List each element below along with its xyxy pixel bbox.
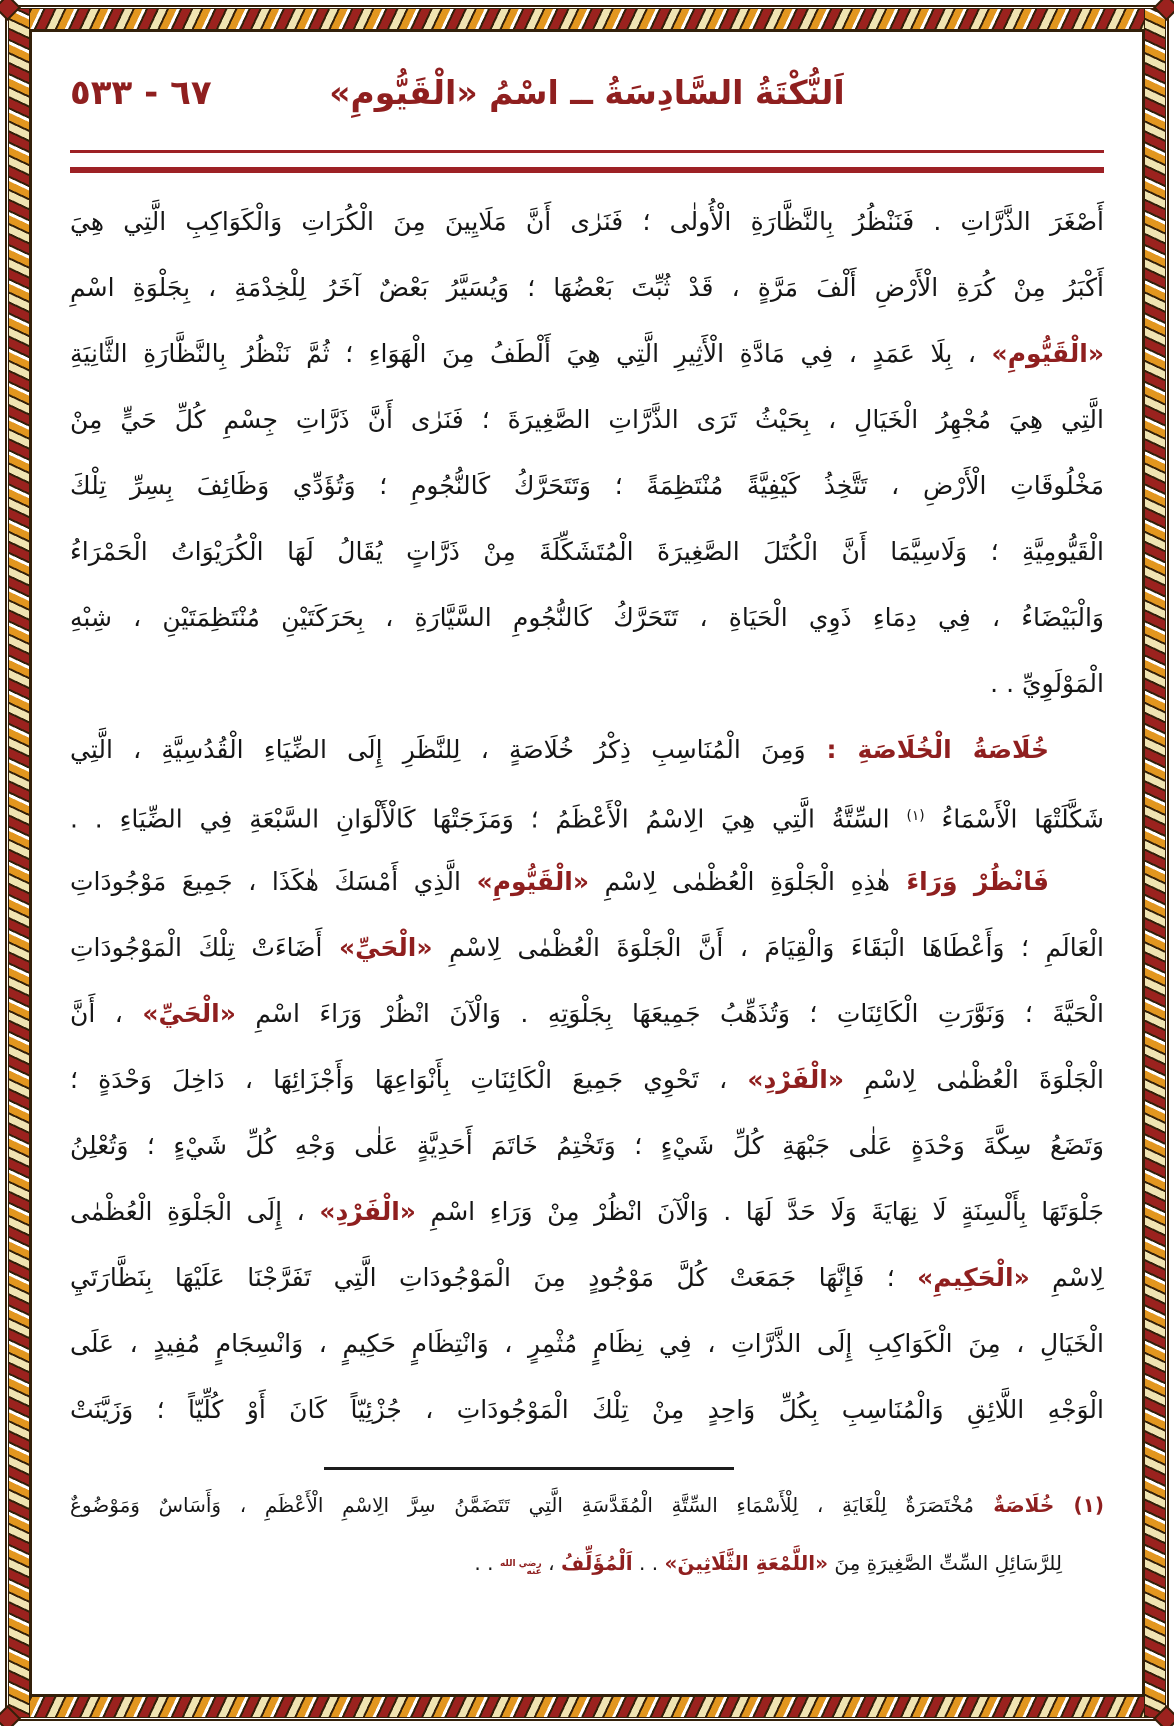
text-line [70, 981, 1104, 1047]
highlighted-name: اَلْمُؤَلِّفُ [561, 1551, 633, 1575]
text-run: . . [632, 1551, 665, 1575]
text-line [70, 849, 1104, 915]
highlighted-name: (١) خُلَاصَةٌ [973, 1493, 1104, 1517]
page-title: اَلنُّكْتَةُ السَّادِسَةُ ــ اسْمُ «الْقَيُّومِ» [329, 73, 845, 112]
page-body [70, 189, 1104, 1443]
highlighted-name: «اللَّمْعَةِ الثَّلَاثِينَ» [664, 1551, 828, 1575]
text-run: وَتَضَعُ سِكَّةَ وَحْدَةٍ عَلٰى جَبْهَةِ كُلِّ شَيْءٍ ؛ وَتَخْتِمُ خَاتَمَ أَحَدِيَّةٍ عَلٰى وَجْهِ كُلِّ شَيْءٍ ؛ وَتُعْلِنُ [70, 1131, 1104, 1160]
text-line [70, 519, 1104, 585]
text-run: ، إِلَى الْجَلْوَةِ الْعُظْمٰى [70, 1197, 320, 1226]
text-line [70, 1377, 1104, 1443]
text-run: وَالْبَيْضَاءُ ، فِي دِمَاءِ ذَوِي الْحَيَاةِ ، تَتَحَرَّكُ كَالنُّجُومِ السَّيَّارَةِ ، بِحَرَكَتَيْنِ مُنْتَظِمَتَيْنِ ، شِبْهِ [70, 603, 1104, 632]
text-line [70, 1311, 1104, 1377]
highlighted-name: «الْحَيِّ» [338, 933, 433, 962]
text-line [70, 1047, 1104, 1113]
highlighted-name: «الْفَرْدِ» [747, 1065, 845, 1094]
text-line [70, 1476, 1104, 1534]
corner-ornament-icon [0, 1705, 21, 1726]
text-line [70, 321, 1104, 387]
text-run: الْوَجْهِ اللَّائِقِ وَالْمُنَاسِبِ بِكُلِّ وَاحِدٍ مِنْ تِلْكَ الْمَوْجُودَاتِ ، جُزْئِيّاً كَانَ أَوْ كُلِّيّاً ؛ وَزَيَّنَتْ [70, 1395, 1104, 1424]
text-run: ، تَحْوِي جَمِيعَ الْكَائِنَاتِ بِأَنْوَاعِهَا وَأَجْزَائِهَا ، دَاخِلَ وَحْدَةٍ ؛ [70, 1065, 748, 1094]
page-content [70, 62, 1104, 1592]
text-run: الْقَيُّومِيَّةِ ؛ وَلَاسِيَّمَا أَنَّ الْكُتَلَ الصَّغِيرَةَ الْمُتَشَكِّلَةَ مِنْ ذَرَّاتٍ يُقَالُ لَهَا الْكُرَيْوَاتُ الْحَمْرَاءُ [70, 537, 1104, 566]
text-line [70, 717, 1104, 783]
text-run: السِّتَّةُ الَّتِي هِيَ الِاسْمُ الْأَعْظَمُ ؛ وَمَزَجَتْهَا كَالْأَلْوَانِ السَّبْعَةِ فِي الضِّيَاءِ . . [70, 804, 907, 834]
text-run: أَصْغَرَ الذَّرَّاتِ . فَنَنْظُرُ بِالنَّظَّارَةِ الْأُولٰى ؛ فَنَرٰى أَنَّ مَلَايِينَ مِنَ الْكُرَاتِ وَالْكَوَاكِبِ الَّتِي هِيَ [70, 207, 1104, 236]
text-run: ، [541, 1551, 561, 1575]
text-line [70, 255, 1104, 321]
footnote-section [70, 1476, 1104, 1592]
highlighted-name: «الْقَيُّومِ» [991, 339, 1104, 368]
highlighted-name: «الْحَيِّ» [142, 999, 236, 1028]
text-run: ، بِلَا عَمَدٍ ، فِي مَادَّةِ الْأَثِيرِ الَّتِي هِيَ أَلْطَفُ مِنَ الْهَوَاءِ ؛ ثُمَّ نَنْظُرُ بِالنَّظَّارَةِ الثَّانِيَةِ [70, 339, 992, 368]
text-line [70, 585, 1104, 651]
text-line [70, 783, 1104, 849]
text-run: أَكْبَرُ مِنْ كُرَةِ الْأَرْضِ أَلْفَ مَرَّةٍ ، قَدْ ثُبِّتَ بَعْضُهَا ؛ وَيُسَيَّرُ بَعْضٌ آخَرُ لِلْخِدْمَةِ ، بِجَلْوَةِ اسْمِ [70, 273, 1104, 302]
border-strip-left [8, 8, 30, 1718]
text-line [70, 1179, 1104, 1245]
text-line [70, 1245, 1104, 1311]
highlighted-name: فَانْظُرْ وَرَاءَ [889, 867, 1049, 896]
text-run: هٰذِهِ الْجَلْوَةِ الْعُظْمٰى لِاسْمِ [589, 867, 890, 896]
text-run: شَكَّلَتْهَا الْأَسْمَاءُ [924, 804, 1104, 834]
paragraph [70, 717, 1104, 849]
text-run: ؛ فَإِنَّهَا جَمَعَتْ كُلَّ مَوْجُودٍ مِنَ الْمَوْجُودَاتِ الَّتِي تَفَرَّجْنَا عَلَيْهَا بِنَظَّارَتَيِ [70, 1263, 918, 1292]
footnote-separator [324, 1467, 734, 1470]
text-run: مُخْتَصَرَةٌ لِلْغَايَةِ ، لِلْأَسْمَاءِ السِّتَّةِ الْمُقَدَّسَةِ الَّتِي تَتَضَمَّنُ سِرَّ الِاسْمِ الْأَعْظَمِ ، وَأَسَاسٌ وَمَوْضُوعٌ [70, 1493, 974, 1517]
page-header [70, 62, 1104, 124]
page-number: ٦٧ - ٥٣٣ [70, 73, 212, 113]
text-line [70, 915, 1104, 981]
text-line [70, 453, 1104, 519]
text-run: الْجَلْوَةَ الْعُظْمٰى لِاسْمِ [844, 1065, 1104, 1094]
paragraph [70, 1476, 1104, 1592]
text-line [70, 189, 1104, 255]
border-strip-top [8, 8, 1166, 30]
highlighted-name: «الْفَرْدِ» [319, 1197, 416, 1226]
text-line [70, 1113, 1104, 1179]
header-double-rule [70, 150, 1104, 173]
text-run: الْمَوْلَوِيِّ . . [990, 669, 1104, 698]
highlighted-name: «الْقَيُّومِ» [476, 867, 590, 896]
text-line [70, 387, 1104, 453]
corner-ornament-icon [1153, 1705, 1174, 1726]
text-line [70, 1534, 1104, 1592]
border-strip-bottom [8, 1696, 1166, 1718]
text-run: ، أَنَّ [70, 999, 143, 1028]
text-run: . . [474, 1551, 500, 1575]
text-run: لِاسْمِ [1029, 1263, 1105, 1292]
author-seal: رضي الله عنه [499, 1559, 542, 1577]
text-run: الْعَالَمِ ؛ وَأَعْطَاهَا الْبَقَاءَ وَالْقِيَامَ ، أَنَّ الْجَلْوَةَ الْعُظْمٰى لِاسْمِ [432, 933, 1105, 962]
text-run: الَّتِي هِيَ مُجْهِرُ الْخَيَالِ ، بِحَيْثُ تَرَى الذَّرَّاتِ الصَّغِيرَةَ ؛ فَنَرٰى أَنَّ ذَرَّاتِ جِسْمِ كُلِّ حَيٍّ مِنْ [70, 405, 1104, 434]
corner-ornament-icon [0, 0, 21, 21]
text-run: الْخَيَالِ ، مِنَ الْكَوَاكِبِ إِلَى الذَّرَّاتِ ، فِي نِظَامٍ مُثْمِرٍ ، وَانْتِظَامٍ حَكِيمٍ ، وَانْسِجَامٍ مُفِيدٍ ، عَلَى [70, 1329, 1104, 1358]
text-run: مَخْلُوقَاتِ الْأَرْضِ ، تَتَّخِذُ كَيْفِيَّةً مُنْتَظِمَةً ؛ وَتَتَحَرَّكُ كَالنُّجُومِ ؛ وَتُؤَدِّي وَظَائِفَ بِسِرِّ تِلْكَ [70, 471, 1104, 500]
text-run: الَّذِي أَمْسَكَ هٰكَذَا ، جَمِيعَ مَوْجُودَاتِ [70, 867, 477, 896]
text-run: لِلرَّسَائِلِ السِّتِّ الصَّغِيرَةِ مِنَ [827, 1551, 1062, 1575]
highlighted-name: خُلَاصَةُ الْخُلَاصَةِ : [805, 735, 1050, 764]
text-run: جَلْوَتَهَا بِأَلْسِنَةٍ لَا نِهَايَةَ وَلَا حَدَّ لَهَا . وَالْآنَ انْظُرْ مِنْ وَرَاءِ اسْمِ [415, 1197, 1104, 1226]
border-strip-right [1144, 8, 1166, 1718]
text-run: وَمِنَ الْمُنَاسِبِ ذِكْرُ خُلَاصَةٍ ، لِلنَّظَرِ إِلَى الضِّيَاءِ الْقُدُسِيَّةِ ، الَّتِي [70, 735, 806, 764]
paragraph [70, 189, 1104, 717]
highlighted-name: «الْحَكِيمِ» [917, 1263, 1030, 1292]
corner-ornament-icon [1153, 0, 1174, 21]
text-run: أَضَاءَتْ تِلْكَ الْمَوْجُودَاتِ [70, 933, 339, 962]
text-run: الْحَيَّةَ ؛ وَنَوَّرَتِ الْكَائِنَاتِ ؛ وَتُذَهِّبُ جَمِيعَهَا بِجَلْوَتِهِ . وَالْآنَ انْظُرْ وَرَاءَ اسْمِ [235, 999, 1104, 1028]
footnote-marker: (١) [906, 808, 925, 824]
paragraph [70, 849, 1104, 1443]
text-line [70, 651, 1104, 717]
